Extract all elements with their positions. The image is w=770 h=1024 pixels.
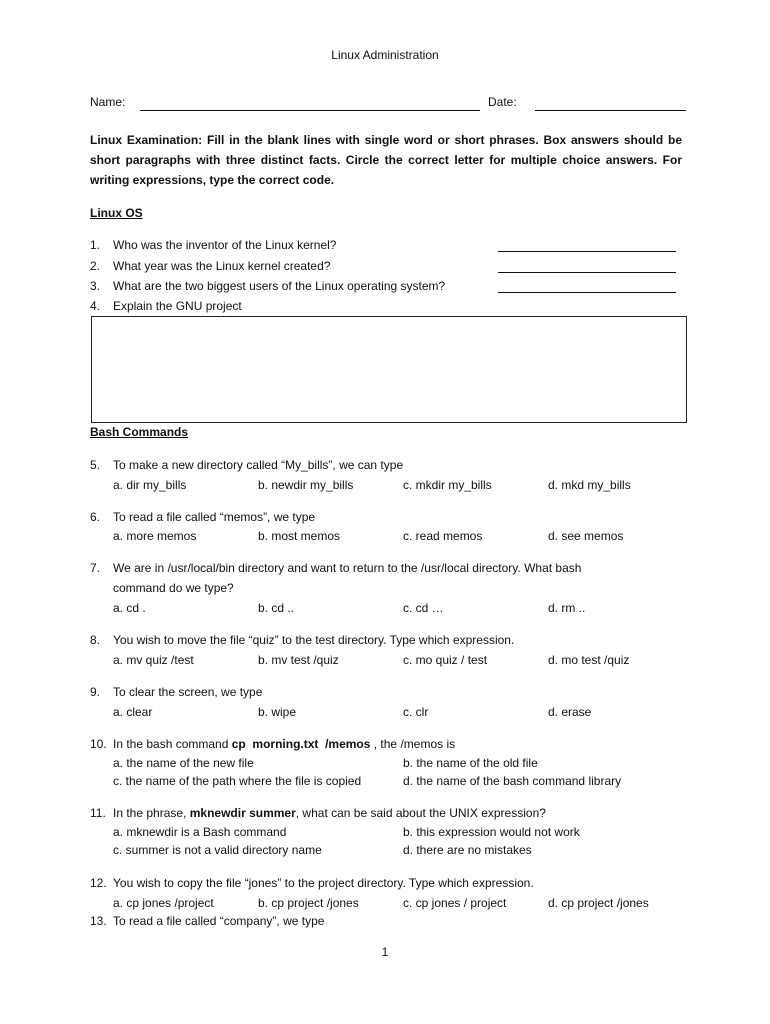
option-d[interactable]: d. erase: [548, 705, 592, 719]
name-field[interactable]: [140, 110, 480, 111]
option-d[interactable]: d. rm ..: [548, 601, 586, 615]
question-number: 3.: [90, 279, 101, 293]
option-a[interactable]: a. mv quiz /test: [113, 653, 194, 667]
question-number: 7.: [90, 561, 101, 575]
option-c[interactable]: c. clr: [403, 705, 429, 719]
option-a[interactable]: a. clear: [113, 705, 153, 719]
option-c[interactable]: c. read memos: [403, 529, 483, 543]
question-number: 6.: [90, 510, 101, 524]
page-number: 1: [381, 945, 389, 959]
question-text-pre: In the phrase,: [113, 806, 190, 820]
option-d[interactable]: d. the name of the bash command library: [403, 774, 622, 788]
answer-blank-1[interactable]: [498, 251, 676, 252]
question-number: 2.: [90, 259, 101, 273]
question-number: 1.: [90, 238, 101, 252]
question-number: 5.: [90, 458, 101, 472]
option-d[interactable]: d. there are no mistakes: [403, 843, 532, 857]
option-d[interactable]: d. cp project /jones: [548, 896, 649, 910]
date-label: Date:: [488, 95, 517, 109]
option-d[interactable]: d. see memos: [548, 529, 624, 543]
option-a[interactable]: a. the name of the new file: [113, 756, 254, 770]
question-number: 9.: [90, 685, 101, 699]
option-d[interactable]: d. mo test /quiz: [548, 653, 630, 667]
question-text: We are in /usr/local/bin directory and want to return to the /usr/local directory. What bash: [113, 561, 582, 575]
question-text: To clear the screen, we type: [113, 685, 263, 699]
answer-blank-2[interactable]: [498, 272, 676, 273]
question-text: What are the two biggest users of the Linux operating system?: [113, 279, 446, 293]
question-text: [113, 737, 455, 751]
command-text: cp morning.txt /memos: [231, 737, 371, 751]
option-b[interactable]: b. cp project /jones: [258, 896, 359, 910]
option-c[interactable]: c. the name of the path where the file is copied: [113, 774, 362, 788]
option-d[interactable]: d. mkd my_bills: [548, 478, 631, 492]
option-a[interactable]: a. cd .: [113, 601, 146, 615]
question-text-continued: command do we type?: [113, 581, 234, 595]
question-number: 12.: [90, 876, 107, 890]
option-b[interactable]: b. this expression would not work: [403, 825, 580, 839]
instructions: Linux Examination: Fill in the blank lines with single word or short phrases. Box answers should be short paragraphs with three distinct facts. Circle the correct letter for multiple choice answers. For writing expressions, type the correct code.: [90, 133, 682, 187]
question-text-post: , what can be said about the UNIX expression?: [295, 806, 546, 820]
option-a[interactable]: a. dir my_bills: [113, 478, 187, 492]
question-text: What year was the Linux kernel created?: [113, 259, 331, 273]
question-text: Who was the inventor of the Linux kernel?: [113, 238, 337, 252]
page-title: Linux Administration: [331, 48, 439, 62]
question-text: You wish to move the file “quiz” to the test directory. Type which expression.: [113, 633, 515, 647]
option-b[interactable]: b. cd ..: [258, 601, 295, 615]
option-b[interactable]: b. newdir my_bills: [258, 478, 354, 492]
option-a[interactable]: a. cp jones /project: [113, 896, 214, 910]
question-number: 13.: [90, 914, 107, 928]
date-field[interactable]: [535, 110, 686, 111]
command-text: mknewdir summer: [189, 806, 296, 820]
answer-box-gnu[interactable]: [91, 316, 687, 423]
option-b[interactable]: b. the name of the old file: [403, 756, 538, 770]
name-label: Name:: [90, 95, 126, 109]
option-a[interactable]: a. more memos: [113, 529, 197, 543]
option-c[interactable]: c. summer is not a valid directory name: [113, 843, 322, 857]
question-text: To make a new directory called “My_bills”, we can type: [113, 458, 404, 472]
question-text-post: , the /memos is: [370, 737, 456, 751]
option-c[interactable]: c. mo quiz / test: [403, 653, 488, 667]
question-number: 8.: [90, 633, 101, 647]
question-number: 4.: [90, 299, 101, 313]
option-c[interactable]: c. cd …: [403, 601, 444, 615]
question-number: 10.: [90, 737, 107, 751]
option-a[interactable]: a. mknewdir is a Bash command: [113, 825, 287, 839]
section-title-linux-os: Linux OS: [90, 206, 143, 220]
question-text: [113, 806, 546, 820]
question-text-pre: In the bash command: [113, 737, 232, 751]
question-number: 11.: [90, 806, 106, 820]
option-c[interactable]: c. cp jones / project: [403, 896, 507, 910]
option-c[interactable]: c. mkdir my_bills: [403, 478, 492, 492]
option-b[interactable]: b. wipe: [258, 705, 297, 719]
option-b[interactable]: b. mv test /quiz: [258, 653, 339, 667]
option-b[interactable]: b. most memos: [258, 529, 341, 543]
answer-blank-3[interactable]: [498, 292, 676, 293]
question-text: To read a file called “memos”, we type: [113, 510, 316, 524]
question-text: You wish to copy the file “jones” to the project directory. Type which expression.: [113, 876, 534, 890]
section-title-bash-commands: Bash Commands: [90, 425, 189, 439]
question-text: To read a file called “company”, we type: [113, 914, 325, 928]
question-text: Explain the GNU project: [113, 299, 242, 313]
